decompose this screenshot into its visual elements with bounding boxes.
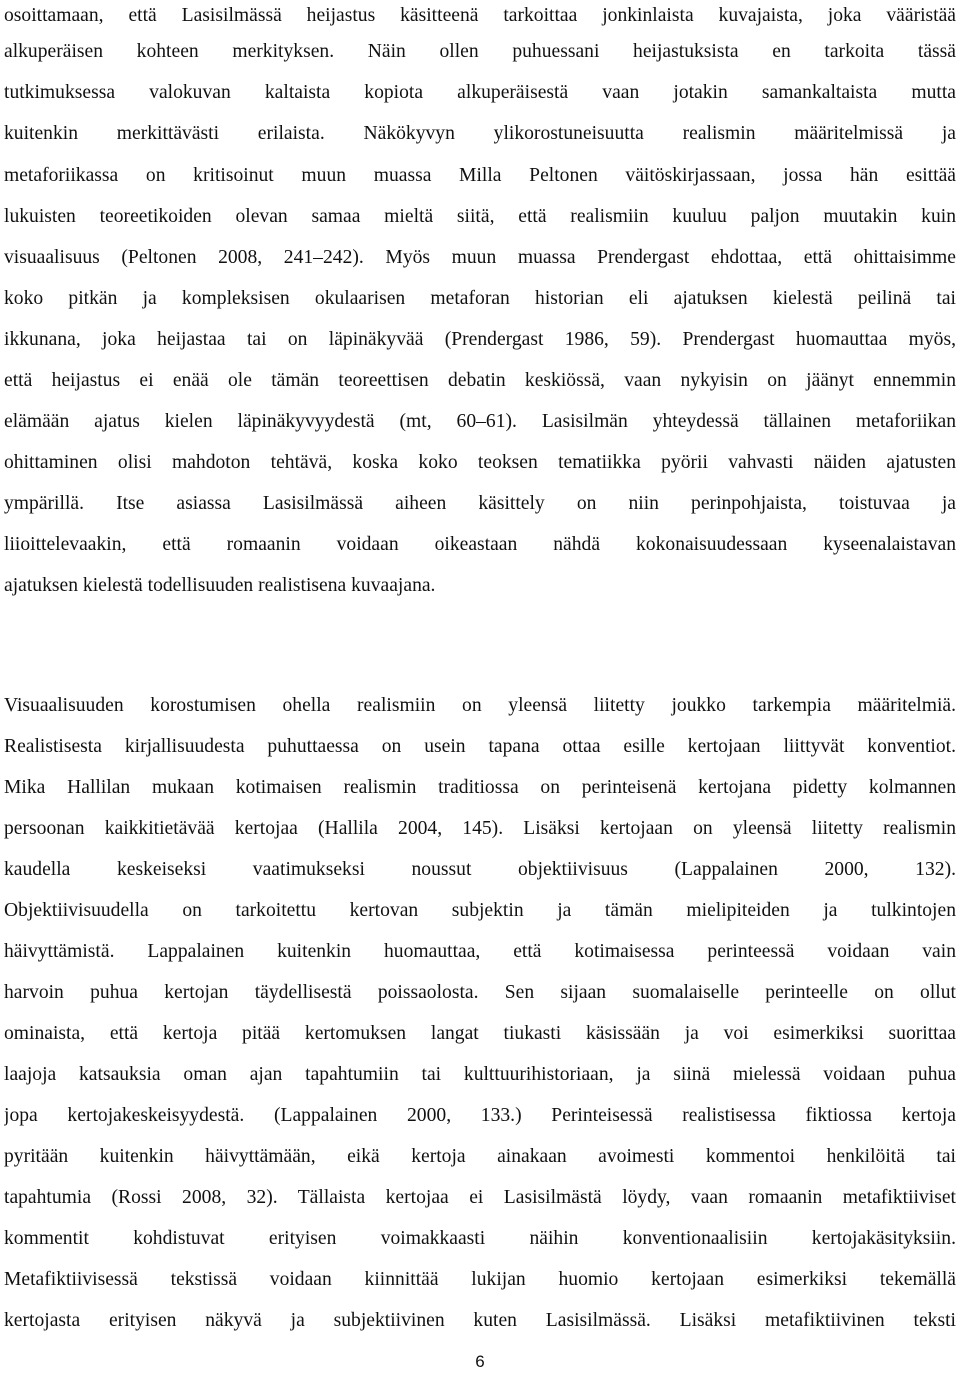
text-line: jopa kertojakeskeisyydestä. (Lappalainen 2000, 133.) Perinteisessä realistisessa fiktiossa kertoja xyxy=(4,1105,956,1126)
text-line: Objektiivisuudella on tarkoitettu kertovan subjektin ja tämän mielipiteiden ja tulkintojen xyxy=(4,900,956,921)
text-line: ominaista, että kertoja pitää kertomuksen langat tiukasti käsissään ja voi esimerkiksi suorittaa xyxy=(4,1023,956,1044)
text-line: alkuperäisen kohteen merkityksen. Näin ollen puhuessani heijastuksista en tarkoita tässä xyxy=(4,41,956,62)
text-line: kertojasta erityisen näkyvä ja subjektiivinen kuten Lasisilmässä. Lisäksi metafiktiivinen teksti xyxy=(4,1310,956,1331)
text-line: metaforiikassa on kritisoinut muun muassa Milla Peltonen väitöskirjassaan, jossa hän esittää xyxy=(4,165,956,186)
text-line: elämään ajatus kielen läpinäkyvyydestä (mt, 60–61). Lasisilmän yhteydessä tällainen metaforiikan xyxy=(4,411,956,432)
text-line: kaudella keskeiseksi vaatimukseksi noussut objektiivisuus (Lappalainen 2000, 132). xyxy=(4,859,956,880)
text-line: liioittelevaakin, että romaanin voidaan oikeastaan nähdä kokonaisuudessaan kyseenalaistavan xyxy=(4,534,956,555)
text-line: Mika Hallilan mukaan kotimaisen realismin traditiossa on perinteisenä kertojana pidetty kolmannen xyxy=(4,777,956,798)
text-line: Realistisesta kirjallisuudesta puhuttaessa on usein tapana ottaa esille kertojaan liittyvät konventiot. xyxy=(4,736,956,757)
text-line: kommentit kohdistuvat erityisen voimakkaasti näihin konventionaalisiin kertojakäsityksiin. xyxy=(4,1228,956,1249)
text-line: kuitenkin merkittävästi erilaista. Näkökyvyn ylikorostuneisuutta realismin määritelmissä ja xyxy=(4,123,956,144)
text-line: ohittaminen olisi mahdoton tehtävä, koska koko teoksen tematiikka pyörii vahvasti näiden ajatusten xyxy=(4,452,956,473)
text-line: tapahtumia (Rossi 2008, 32). Tällaista kertojaa ei Lasisilmästä löydy, vaan romaanin metafiktiiviset xyxy=(4,1187,956,1208)
text-line: visuaalisuus (Peltonen 2008, 241–242). Myös muun muassa Prendergast ehdottaa, että ohittaisimme xyxy=(4,247,956,268)
text-line: Metafiktiivisessä tekstissä voidaan kiinnittää lukijan huomio kertojaan esimerkiksi tekemällä xyxy=(4,1269,956,1290)
text-line: ajatuksen kielestä todellisuuden realistisena kuvaajana. xyxy=(4,575,436,596)
text-line: pyritään kuitenkin häivyttämään, eikä kertoja ainakaan avoimesti kommentoi henkilöitä tai xyxy=(4,1146,956,1167)
page-number: 6 xyxy=(475,1352,485,1371)
text-line: osoittamaan, että Lasisilmässä heijastus käsitteenä tarkoittaa jonkinlaista kuvajaista, joka vääristää xyxy=(4,5,956,26)
text-line: ikkunana, joka heijastaa tai on läpinäkyvää (Prendergast 1986, 59). Prendergast huomauttaa myös, xyxy=(4,329,956,350)
text-line: häivyttämistä. Lappalainen kuitenkin huomauttaa, että kotimaisessa perinteessä voidaan vain xyxy=(4,941,956,962)
text-line: koko pitkän ja kompleksisen okulaarisen metaforan historian eli ajatuksen kielestä peilinä tai xyxy=(4,288,956,309)
text-line: laajoja katsauksia oman ajan tapahtumiin tai kulttuurihistoriaan, ja siinä mielessä voidaan puhua xyxy=(4,1064,956,1085)
text-line: Visuaalisuuden korostumisen ohella realismiin on yleensä liitetty joukko tarkempia määritelmiä. xyxy=(4,695,956,716)
text-line: persoonan kaikkitietävää kertojaa (Hallila 2004, 145). Lisäksi kertojaan on yleensä liitetty realismin xyxy=(4,818,956,839)
text-line: ympärillä. Itse asiassa Lasisilmässä aiheen käsittely on niin perinpohjaista, toistuvaa ja xyxy=(4,493,956,514)
text-line: lukuisten teoreetikoiden olevan samaa mieltä siitä, että realismiin kuuluu paljon muutakin kuin xyxy=(4,206,956,227)
text-line: tutkimuksessa valokuvan kaltaista kopiota alkuperäisestä vaan jotakin samankaltaista mutta xyxy=(4,82,956,103)
text-line: että heijastus ei enää ole tämän teoreettisen debatin keskiössä, vaan nykyisin on jäänyt ennemmin xyxy=(4,370,956,391)
text-line: harvoin puhua kertojan täydellisestä poissaolosta. Sen sijaan suomalaiselle perinteelle on ollut xyxy=(4,982,956,1003)
